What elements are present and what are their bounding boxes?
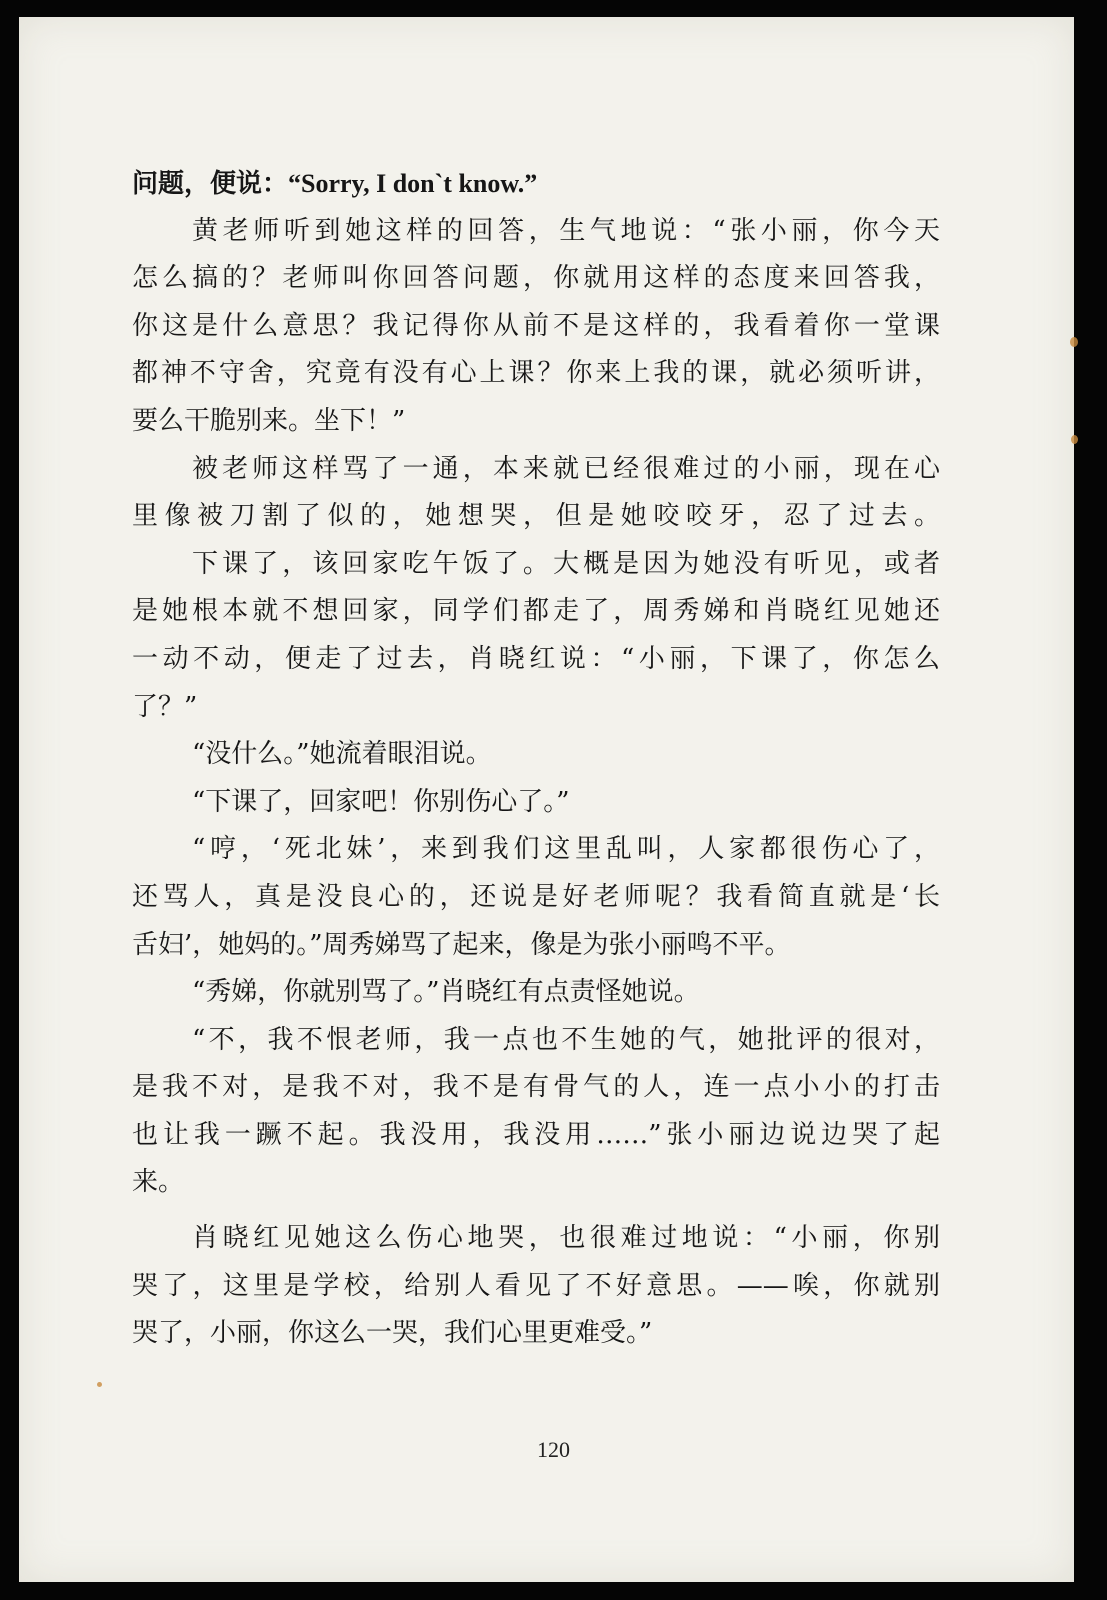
text-line: 里像被刀割了似的，她想哭，但是她咬咬牙，忍了过去。	[132, 501, 940, 532]
paragraph-gap	[132, 1207, 940, 1215]
text-line: 也让我一蹶不起。我没用，我没用……”张小丽边说边哭了起	[132, 1119, 940, 1150]
page-number: 120	[537, 1437, 570, 1462]
body-text	[132, 160, 940, 1358]
text-line: 来。	[132, 1167, 185, 1198]
text-line: 哭了，小丽，你这么一哭，我们心里更难受。”	[132, 1318, 653, 1349]
text-line: “哼，‘死北妹’，来到我们这里乱叫，人家都很伤心了，	[192, 834, 940, 865]
text-line: 了？”	[132, 691, 198, 722]
text-line: 怎么搞的？老师叫你回答问题，你就用这样的态度来回答我，	[132, 263, 940, 294]
text-line: 是她根本就不想回家，同学们都走了，周秀娣和肖晓红见她还	[132, 596, 940, 627]
text-line: 都神不守舍，究竟有没有心上课？你来上我的课，就必须听讲，	[132, 358, 940, 389]
text-line: 黄老师听到她这样的回答，生气地说：“张小丽，你今天	[192, 215, 940, 246]
text-line: “下课了，回家吧！你别伤心了。”	[192, 786, 570, 817]
paper-stain	[1070, 337, 1078, 347]
text-line: 哭了，这里是学校，给别人看见了不好意思。——唉，你就别	[132, 1270, 940, 1301]
paper-stain	[1071, 435, 1078, 444]
text-line: 下课了，该回家吃午饭了。大概是因为她没有听见，或者	[192, 548, 940, 579]
text-line: 你这是什么意思？我记得你从前不是这样的，我看着你一堂课	[132, 310, 940, 341]
text-line: “不，我不恨老师，我一点也不生她的气，她批评的很对，	[192, 1024, 940, 1055]
text-line: 被老师这样骂了一通，本来就已经很难过的小丽，现在心	[192, 453, 940, 484]
text-line: “没什么。”她流着眼泪说。	[192, 739, 492, 770]
text-line: “秀娣，你就别骂了。”肖晓红有点责怪她说。	[192, 977, 700, 1008]
paper-stain	[97, 1382, 102, 1387]
text-line: 肖晓红见她这么伤心地哭，也很难过地说：“小丽，你别	[192, 1223, 940, 1254]
text-line: 还骂人，真是没良心的，还说是好老师呢？我看简直就是‘长	[132, 881, 940, 912]
text-line: 是我不对，是我不对，我不是有骨气的人，连一点小小的打击	[132, 1072, 940, 1103]
text-line: 问题，便说：“Sorry, I don`t know.”	[132, 169, 538, 198]
text-line: 一动不动，便走了过去，肖晓红说：“小丽，下课了，你怎么	[132, 643, 940, 674]
text-line: 舌妇’，她妈的。”周秀娣骂了起来，像是为张小丽鸣不平。	[132, 929, 791, 960]
text-line: 要么干脆别来。坐下！”	[132, 405, 406, 436]
